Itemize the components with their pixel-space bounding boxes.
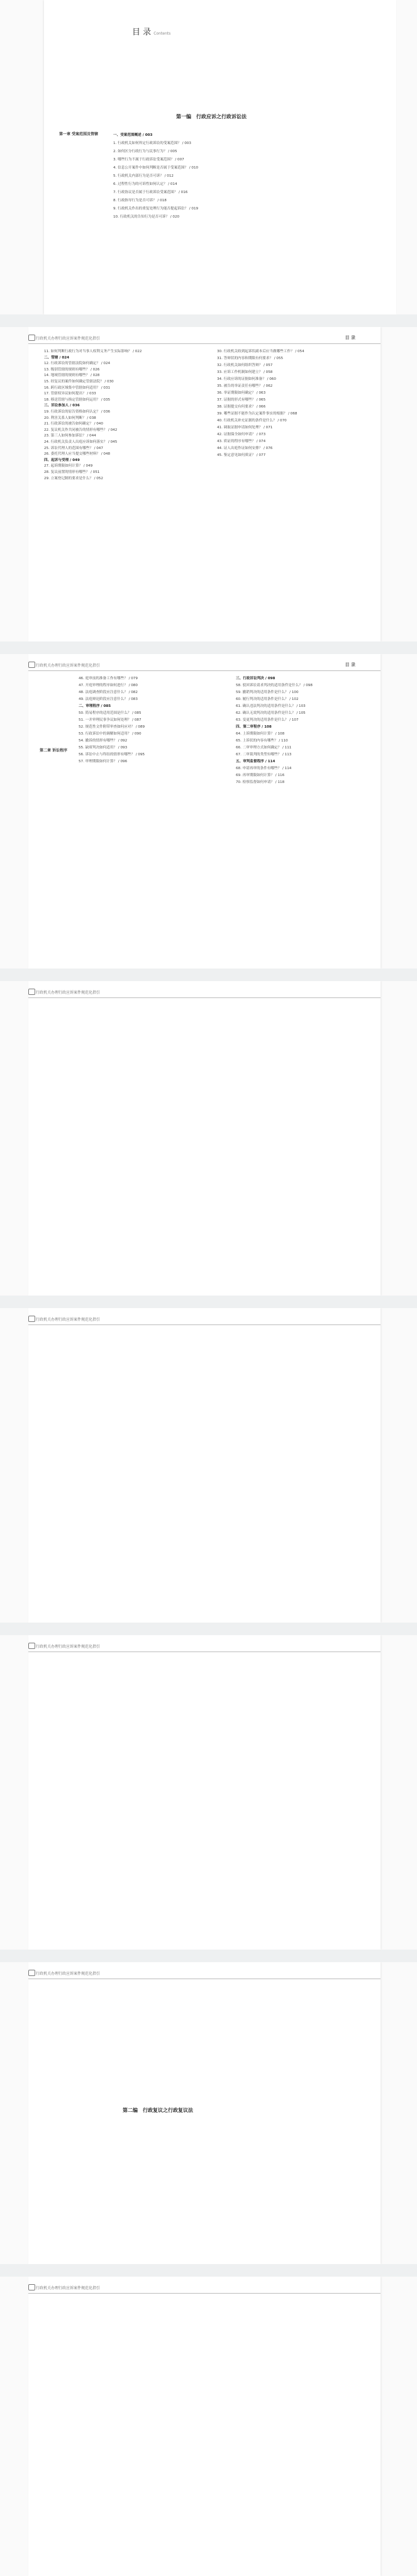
toc-entry: 46. 庭审前的准备工作有哪些？ / 079 — [79, 677, 138, 680]
header-book-title: 行政机关办理行政应诉案件规范化指引 — [36, 991, 101, 995]
toc-entry: 17. 管辖权异议如何提出？ / 033 — [44, 392, 96, 396]
toc-entry: 4. 信息公开案件中如何判断是否属于受案范围？ / 010 — [113, 166, 199, 170]
running-header — [28, 987, 381, 996]
toc-entry: 36. 举证期限如何确定？ / 063 — [217, 391, 266, 395]
toc-entry: 49. 法庭辩论阶段应注意什么？ / 083 — [79, 697, 138, 701]
toc-entry: 54. 撤诉的情形有哪些？ / 092 — [79, 739, 128, 743]
toc-entry: 39. 哪些证据不能作为认定案件事实的根据？ / 068 — [217, 412, 297, 416]
page-sheet — [28, 1962, 381, 2264]
toc-entry: 67. 二审裁判的类型有哪些？ / 113 — [236, 753, 292, 757]
toc-entry: 25. 诉讼代理人的范围有哪些？ / 047 — [44, 446, 103, 450]
header-book-title: 行政机关办理行政应诉案件规范化指引 — [36, 1318, 101, 1322]
toc-entry: 66. 二审审理方式如何确定？ / 111 — [236, 746, 292, 750]
toc-entry: 8. 行政指导行为是否可诉？ / 018 — [113, 199, 167, 203]
toc-entry: 57. 审理期限如何计算？ / 096 — [79, 760, 128, 763]
book-logo-icon — [28, 662, 35, 668]
toc-entry: 20. 利害关系人如何判断？ / 038 — [44, 416, 96, 420]
book-logo-icon — [28, 1643, 35, 1649]
toc-entry: 70. 检察监督如何申请？ / 118 — [236, 780, 285, 784]
book-logo-icon — [28, 989, 35, 995]
toc-entry: 50. 简易程序的适用范围是什么？ / 085 — [79, 711, 142, 715]
running-header — [28, 1641, 381, 1650]
toc-entry: 45. 鉴定意见如何质证？ / 077 — [217, 453, 266, 457]
toc-entry: 13. 级别管辖的规则有哪些？ / 026 — [44, 367, 100, 372]
toc-entry: 10. 行政机关的告知行为是否可诉？ / 020 — [113, 215, 180, 219]
header-book-title: 行政机关办理行政应诉案件规范化指引 — [36, 2286, 101, 2290]
toc-page-6 — [0, 1635, 417, 1950]
toc-entry: 58. 驳回诉讼请求判决的适用条件是什么？ / 098 — [236, 684, 313, 687]
toc-entry: 48. 法庭调查阶段应注意什么？ / 082 — [79, 691, 138, 694]
toc-entry: 32. 行政机关如何组织答辩？ / 057 — [217, 364, 273, 367]
toc-page-4 — [0, 981, 417, 1296]
toc-entry: 二、审理程序 / 085 — [79, 704, 111, 708]
toc-entry: 21. 行政诉讼的被告如何确定？ / 040 — [44, 422, 103, 426]
toc-entry: 41. 调取证据申请如何处理？ / 071 — [217, 426, 273, 430]
toc-entry: 33. 应诉工作机制如何建立？ / 058 — [217, 370, 273, 374]
toc-entry: 3. 哪些行为不属于行政诉讼受案范围？ / 007 — [113, 158, 184, 162]
toc-entry: 6. 过程性行为的可诉性如何认定？ / 014 — [113, 182, 177, 186]
toc-page-7 — [0, 1962, 417, 2264]
toc-entry: 15. 经复议的案件如何确定管辖法院？ / 030 — [44, 380, 114, 384]
page-sheet — [44, 0, 396, 314]
running-header — [28, 2283, 381, 2292]
header-rule — [28, 1324, 381, 1325]
toc-entry: 51. 一并审理民事争议如何处理？ / 087 — [79, 718, 142, 722]
toc-entry: 29. 立案登记制的要求是什么？ / 052 — [44, 476, 103, 480]
toc-entry: 11. 如何判断行政行为对当事人权利义务产生实际影响？ / 022 — [44, 350, 142, 353]
toc-entry: 37. 证据的形式有哪些？ / 065 — [217, 398, 266, 402]
header-rule — [28, 997, 381, 998]
toc-entry: 5. 行政机关内部行为是否可诉？ / 012 — [113, 174, 174, 178]
toc-entry: 52. 规范性文件附带审查如何应对？ / 089 — [79, 725, 145, 729]
toc-entry: 四、起诉与受理 / 049 — [44, 458, 80, 462]
header-toc-label: 目 录 — [345, 335, 355, 340]
toc-entry: 五、审判监督程序 / 114 — [236, 760, 275, 763]
header-book-title: 行政机关办理行政应诉案件规范化指引 — [36, 336, 101, 341]
toc-entry: 28. 复议前置的情形有哪些？ / 051 — [44, 470, 100, 474]
toc-entry: 27. 起诉期限如何计算？ / 049 — [44, 464, 93, 469]
toc-entry: 64. 上诉期限如何计算？ / 108 — [236, 732, 285, 736]
toc-entry: 18. 移送管辖与指定管辖如何运用？ / 035 — [44, 397, 111, 402]
toc-entry: 三、诉讼参加人 / 036 — [44, 404, 80, 408]
toc-entry: 三、行政诉讼判决 / 098 — [236, 677, 275, 680]
book-logo-icon — [28, 335, 35, 341]
toc-entry: 62. 确认无效判决的适用条件是什么？ / 105 — [236, 711, 306, 715]
toc-page-3 — [0, 654, 417, 969]
header-book-title: 行政机关办理行政应诉案件规范化指引 — [36, 1972, 101, 1976]
toc-entry: 26. 委托代理人应当提交哪些材料？ / 048 — [44, 452, 111, 457]
page-sheet — [28, 981, 381, 1296]
toc-entry: 40. 行政机关补充证据的条件是什么？ / 070 — [217, 419, 287, 423]
toc-entry: 23. 第三人如何参加诉讼？ / 044 — [44, 434, 96, 438]
toc-entry: 1. 行政机关如何界定行政诉讼的受案范围？ / 003 — [113, 142, 191, 145]
header-book-title: 行政机关办理行政应诉案件规范化指引 — [36, 663, 101, 668]
chapter-heading: 第二章 诉讼程序 — [39, 748, 68, 753]
toc-entry: 34. 行政应诉的证据如何准备？ / 060 — [217, 377, 276, 381]
toc-entry: 9. 行政机关作出的重复处理行为能否提起诉讼？ / 019 — [113, 207, 199, 211]
running-header — [28, 1968, 381, 1977]
toc-entry: 47. 开庭审理的程序如何进行？ / 080 — [79, 684, 138, 687]
toc-entry: 24. 行政机关负责人出庭应诉如何落实？ / 045 — [44, 440, 118, 444]
header-rule — [28, 670, 381, 671]
toc-entry: 二、管辖 / 024 — [44, 355, 69, 360]
toc-entry: 55. 缺席判决如何适用？ / 093 — [79, 746, 128, 750]
toc-entry: 35. 被告的举证责任有哪些？ / 062 — [217, 384, 273, 388]
book-logo-icon — [28, 1316, 35, 1322]
toc-entry: 60. 履行判决的适用条件是什么？ / 102 — [236, 697, 299, 701]
part-heading: 第二编 行政复议之行政复议法 — [123, 2107, 193, 2113]
toc-entry: 30. 行政机关收到起诉状副本后应当做哪些工作？ / 054 — [217, 350, 304, 353]
header-rule — [28, 2293, 381, 2294]
toc-entry: 59. 撤销判决的适用条件是什么？ / 100 — [236, 691, 299, 694]
toc-page-2 — [0, 327, 417, 641]
toc-entry: 44. 证人出庭作证如何安排？ / 076 — [217, 447, 273, 450]
toc-entry: 7. 行政协议是否属于行政诉讼受案范围？ / 016 — [113, 191, 188, 194]
page-sheet — [28, 654, 381, 969]
toc-entry: 2. 如何区分行政行为与民事行为？ / 005 — [113, 150, 177, 153]
toc-entry: 68. 申请再审的条件有哪些？ / 114 — [236, 767, 292, 770]
page-sheet — [28, 1635, 381, 1950]
toc-entry: 56. 诉讼中止与终结的情形有哪些？ / 095 — [79, 753, 145, 757]
header-book-title: 行政机关办理行政应诉案件规范化指引 — [36, 1645, 101, 1649]
page-sheet — [28, 327, 381, 641]
toc-entry: 38. 证据提交有何要求？ / 066 — [217, 405, 266, 409]
toc-entry: 61. 确认违法判决的适用条件是什么？ / 103 — [236, 704, 306, 708]
chapter-heading: 第一章 受案范围及管辖 — [58, 132, 99, 136]
toc-entry: 14. 地域管辖的规则有哪些？ / 028 — [44, 374, 100, 378]
running-header — [28, 333, 381, 342]
toc-entry: 63. 变更判决的适用条件是什么？ / 107 — [236, 718, 299, 722]
header-toc-label: 目 录 — [345, 662, 355, 667]
toc-page-5 — [0, 1308, 417, 1623]
running-header — [28, 660, 381, 669]
toc-entry: 一、受案范围概述 / 003 — [113, 133, 153, 137]
running-header — [28, 1314, 381, 1323]
toc-entry: 16. 跨行政区域集中管辖如何适用？ / 031 — [44, 386, 111, 390]
header-rule — [28, 343, 381, 344]
book-logo-icon — [28, 2284, 35, 2290]
toc-entry: 65. 上诉状的内容有哪些？ / 110 — [236, 739, 288, 743]
part-heading: 第一编 行政应诉之行政诉讼法 — [176, 114, 247, 119]
toc-entry: 42. 证据保全如何申请？ / 073 — [217, 433, 266, 436]
toc-entry: 53. 行政诉讼中的调解如何适用？ / 090 — [79, 732, 142, 736]
toc-title: 目 录 Contents — [132, 28, 171, 37]
book-logo-icon — [28, 1970, 35, 1976]
toc-entry: 69. 再审期限如何计算？ / 116 — [236, 774, 285, 777]
toc-entry: 43. 质证的程序有哪些？ / 074 — [217, 440, 266, 443]
toc-page-1 — [0, 0, 417, 314]
toc-page-8 — [0, 2277, 417, 2576]
page-sheet — [28, 1308, 381, 1623]
toc-entry: 12. 行政诉讼的管辖法院如何确定？ / 024 — [44, 362, 111, 366]
toc-entry: 22. 复议机关作共同被告的情形有哪些？ / 042 — [44, 428, 118, 432]
page-sheet — [28, 2277, 381, 2576]
toc-entry: 四、第二审程序 / 108 — [236, 725, 272, 729]
toc-entry: 19. 行政诉讼的原告资格如何认定？ / 036 — [44, 410, 111, 414]
toc-entry: 31. 答辩状的内容和期限有何要求？ / 055 — [217, 357, 284, 360]
